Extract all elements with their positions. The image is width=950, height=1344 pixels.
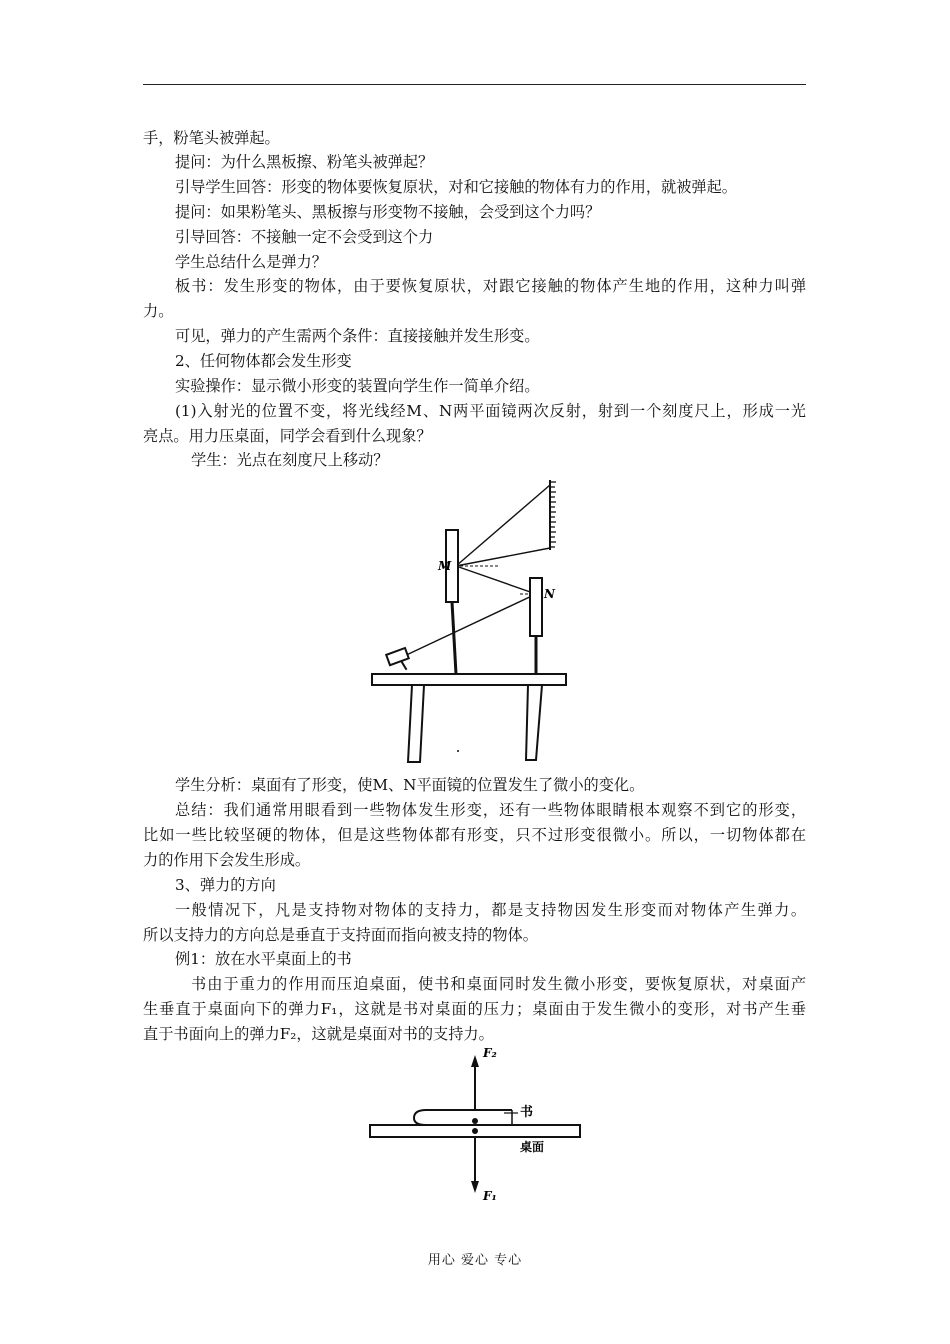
label-m: M: [438, 559, 452, 573]
paragraph-line: 亮点。用力压桌面，同学会看到什么现象？: [143, 427, 432, 445]
paragraph-line: 可见，弹力的产生需两个条件：直接接触并发生形变。: [175, 327, 540, 345]
paragraph-line: 提问：为什么黑板擦、粉笔头被弹起？: [175, 153, 434, 171]
mirror-n: [530, 578, 542, 636]
section-heading: 3、弹力的方向: [175, 876, 276, 894]
light-rays: [400, 485, 550, 658]
paragraph-line: 板书：发生形变的物体，由于要恢复原状，对跟它接触的物体产生地的作用，这种力叫弹: [175, 277, 806, 295]
header-rule: [143, 84, 806, 85]
paragraph-line: 直于书面向上的弹力F₂，这就是桌面对书的支持力。: [143, 1025, 494, 1043]
table-leg-right: [526, 685, 542, 760]
paragraph-line: 比如一些比较坚硬的物体，但是这些物体都有形变，只不过形变很微小。所以，一切物体都在: [143, 826, 806, 844]
label-n: N: [544, 587, 555, 601]
paragraph-line: 学生总结什么是弹力？: [175, 253, 327, 271]
label-f2: F₂: [483, 1046, 497, 1060]
paragraph-line: 实验操作：显示微小形变的装置向学生作一简单介绍。: [175, 377, 540, 395]
paragraph-line: 例1：放在水平桌面上的书: [175, 950, 352, 968]
light-source: [386, 648, 412, 675]
paragraph-line: 所以支持力的方向总是垂直于支持面而指向被支持的物体。: [143, 926, 538, 944]
mirror-apparatus-figure: [360, 470, 570, 770]
paragraph-line: 力。: [143, 302, 174, 320]
paragraph-line: 引导学生回答：形变的物体要恢复原状，对和它接触的物体有力的作用，就被弹起。: [175, 178, 737, 196]
paragraph-line: 提问：如果粉笔头、黑板擦与形变物不接触，会受到这个力吗？: [175, 203, 601, 221]
paragraph-line: 生垂直于桌面向下的弹力F₁，这就是书对桌面的压力；桌面由于发生微小的变形，对书产生垂: [143, 1000, 806, 1018]
paragraph-line: 学生：光点在刻度尺上移动？: [191, 451, 389, 469]
paragraph-line: 学生分析：桌面有了形变，使M、N平面镜的位置发生了微小的变化。: [175, 776, 645, 794]
paragraph-line: 总结：我们通常用眼看到一些物体发生形变，还有一些物体眼睛根本观察不到它的形变，: [175, 801, 806, 819]
paragraph-line: 书由于重力的作用而压迫桌面，使书和桌面同时发生微小形变，要恢复原状，对桌面产: [191, 975, 806, 993]
paragraph-line: 手，粉笔头被弹起。: [143, 129, 280, 147]
label-table: 桌面: [520, 1140, 545, 1154]
paragraph-line: 力的作用下会发生形成。: [143, 851, 311, 869]
page-footer: 用心 爱心 专心: [427, 1253, 523, 1268]
table-leg-left: [408, 685, 424, 762]
label-f1: F₁: [483, 1189, 497, 1203]
arrow-down-icon: [471, 1181, 479, 1193]
table-top: [372, 674, 566, 685]
paragraph-line: 引导回答：不接触一定不会受到这个力: [175, 228, 434, 246]
book-on-table-figure: [360, 1043, 600, 1208]
paragraph-line: (1)入射光的位置不变，将光线经M、N两平面镜两次反射，射到一个刻度尺上，形成一光: [175, 402, 806, 420]
label-book: 书: [520, 1105, 534, 1120]
section-heading: 2、任何物体都会发生形变: [175, 352, 352, 370]
book: [414, 1110, 512, 1125]
arrow-up-icon: [471, 1055, 479, 1067]
paragraph-line: 一般情况下，凡是支持物对物体的支持力，都是支持物因发生形变而对物体产生弹力。: [175, 901, 806, 919]
